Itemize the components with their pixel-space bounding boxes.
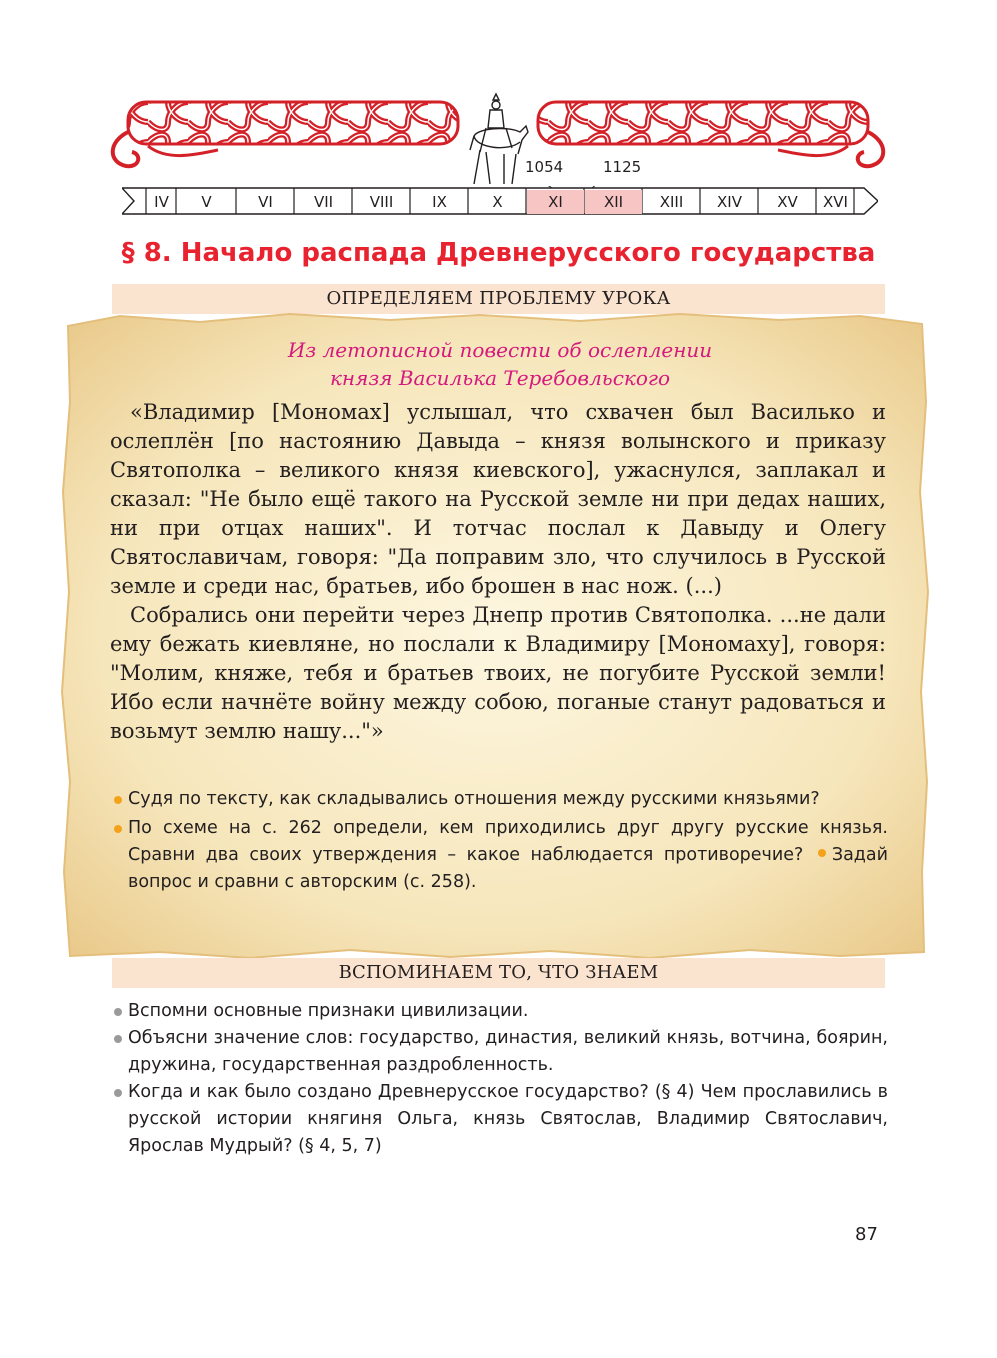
century-xii: XII (585, 190, 642, 214)
century-xi: XI (527, 190, 584, 214)
question-item (112, 815, 888, 896)
century-ix: IX (432, 193, 447, 211)
year-1054-label: 1054 (525, 158, 564, 176)
century-iv: IV (154, 193, 169, 211)
list-item (112, 1079, 888, 1160)
century-xiv: XIV (717, 193, 742, 211)
section-header-recall: ВСПОМИНАЕМ ТО, ЧТО ЗНАЕМ (112, 958, 885, 988)
question-text: По схеме на с. 262 определи, кем приходились друг другу русские князья. Сравни два своих утверждения – какое наблюдается противоречие? (128, 818, 888, 865)
century-vii: VII (313, 193, 334, 211)
section-header-problem: ОПРЕДЕЛЯЕМ ПРОБЛЕМУ УРОКА (112, 284, 885, 314)
quote-paragraph-1: «Владимир [Мономах] услышал, что схвачен был Василько и ослеплён [по настоянию Давыда – князя волынского и приказу Святополка – великого князя киевского], ужаснулся, заплакал и сказал: "Не было ещё такого на Русской земле ни при дедах наших, ни при отцах наших". И тотчас послал к Давыду и Олегу Святославичам, говоря: "Да поправим зло, что случилось в Русской земле и среди нас, братьев, ибо брошен в нас нож. (...) (110, 400, 886, 598)
century-xvi: XVI (823, 193, 848, 211)
century-x: X (492, 193, 503, 211)
page-number: 87 (855, 1224, 878, 1245)
list-item (112, 1025, 888, 1079)
century-viii: VIII (369, 193, 394, 211)
question-item (112, 786, 888, 813)
source-title-line2: князя Василька Теребовльского (329, 366, 671, 390)
list-item (112, 998, 888, 1025)
grey-bullet-icon (114, 1035, 122, 1043)
century-xiii: XIII (659, 193, 684, 211)
problem-questions (112, 786, 888, 896)
century-xv: XV (777, 193, 798, 211)
grey-bullet-icon (114, 1089, 122, 1097)
page-title: § 8. Начало распада Древнерусского государства (121, 238, 876, 268)
question-text: Задай вопрос и сравни с авторским (с. 258). (128, 845, 888, 892)
question-text: Судя по тексту, как складывались отношения между русскими князьями? (128, 789, 820, 809)
grey-bullet-icon (114, 1008, 122, 1016)
century-v: V (201, 193, 212, 211)
recall-questions (112, 998, 888, 1160)
rider-icon (470, 94, 528, 184)
list-item-text: Когда и как было создано Древнерусское государство? (§ 4) Чем прославились в русской истории княгиня Ольга, князь Святослав, Владимир Святославич, Ярослав Мудрый? (§ 4, 5, 7) (128, 1082, 888, 1156)
list-item-text: Вспомни основные признаки цивилизации. (128, 1001, 529, 1021)
orange-bullet-icon (818, 849, 826, 857)
quote-paragraph-2: Собрались они перейти через Днепр против Святополка. ...не дали ему бежать киевляне, но послали к Владимиру [Мономаху], говоря: "Молим, княже, тебя и братьев твоих, не погубите Русской земли! Ибо если начнёте войну между собою, поганые станут радоваться и возьмут землю нашу..."» (110, 603, 886, 743)
chronicle-quote (110, 398, 886, 746)
source-title-line1: Из летописной повести об ослеплении (287, 338, 713, 362)
braided-ornament-banner (108, 92, 888, 192)
year-1125-label: 1125 (603, 158, 642, 176)
list-item-text: Объясни значение слов: государство, династия, великий князь, вотчина, боярин, дружина, государственная раздробленность. (128, 1028, 888, 1075)
orange-bullet-icon (114, 796, 122, 804)
orange-bullet-icon (114, 825, 122, 833)
century-vi: VI (258, 193, 273, 211)
